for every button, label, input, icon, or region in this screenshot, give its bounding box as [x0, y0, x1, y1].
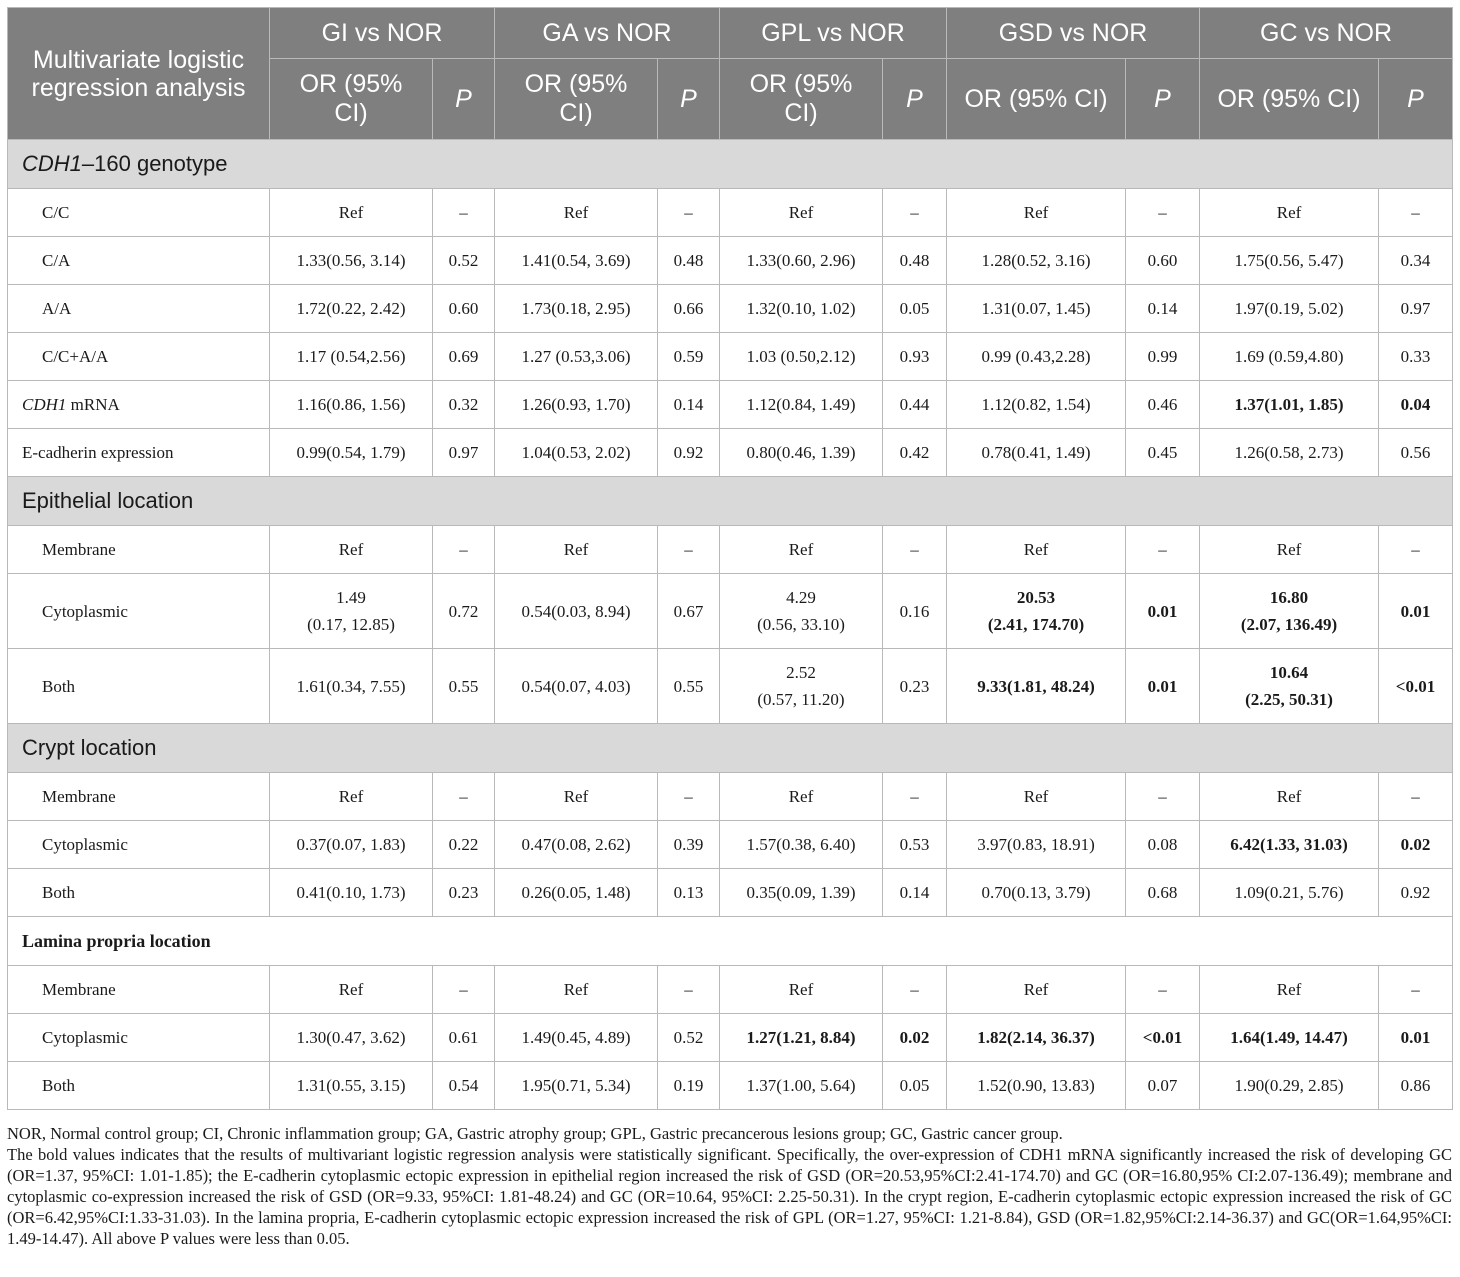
p-value-cell: 0.16: [883, 574, 947, 649]
p-value-cell: –: [1126, 189, 1200, 237]
or-ci-cell: Ref: [947, 966, 1126, 1014]
table-row: [8, 1062, 1453, 1110]
header-or: OR (95% CI): [720, 59, 883, 140]
or-ci-cell: 1.31(0.55, 3.15): [270, 1062, 433, 1110]
p-value-cell: 0.02: [1379, 821, 1453, 869]
p-value-cell: –: [658, 189, 720, 237]
header-group-ga: GA vs NOR: [495, 8, 720, 59]
row-label: A/A: [8, 285, 270, 333]
footnote-significance: The bold values indicates that the results of multivariant logistic regression analysis were statistically significant. Specifically, the over-expression of CDH1 mRNA significantly increased the risk of developing GC (OR=1.37, 95%CI: 1.01-1.85); the E-cadherin cytoplasmic ectopic expression in epithelial region increased the risk of GSD (OR=20.53,95%CI:2.41-174.70) and GC (OR=16.80,95% CI:2.07-136.49); membrane and cytoplasmic co-expression increased the risk of GSD (OR=9.33, 95%CI: 1.81-48.24) and GC (OR=10.64, 95%CI: 2.25-50.31). In the crypt region, E-cadherin cytoplasmic ectopic expression increased the risk of GC (OR=6.42,95%CI:1.33-31.03). In the lamina propria, E-cadherin cytoplasmic ectopic expression increased the risk of GPL (OR=1.27, 95%CI: 1.21-8.84), GSD (OR=1.82,95%CI:2.14-36.37) and GC(OR=1.64,95%CI: 1.49-14.47). All above P values were less than 0.05.: [7, 1145, 1452, 1248]
or-ci-cell: 0.99(0.54, 1.79): [270, 429, 433, 477]
row-label: CDH1 mRNA: [8, 381, 270, 429]
or-ci-cell: 1.64(1.49, 14.47): [1200, 1014, 1379, 1062]
or-ci-cell: 0.78(0.41, 1.49): [947, 429, 1126, 477]
row-label: C/C+A/A: [8, 333, 270, 381]
table-row: [8, 429, 1453, 477]
row-label: Membrane: [8, 773, 270, 821]
or-ci-cell: Ref: [1200, 189, 1379, 237]
or-ci-cell: 1.26(0.58, 2.73): [1200, 429, 1379, 477]
p-value-cell: 0.46: [1126, 381, 1200, 429]
p-value-cell: 0.39: [658, 821, 720, 869]
or-ci-cell: 0.54(0.03, 8.94): [495, 574, 658, 649]
row-label: Both: [8, 1062, 270, 1110]
section-title: Crypt location: [8, 724, 1453, 773]
p-value-cell: 0.48: [883, 237, 947, 285]
section-title: CDH1–160 genotype: [8, 140, 1453, 189]
p-value-cell: –: [883, 189, 947, 237]
p-value-cell: 0.69: [433, 333, 495, 381]
p-value-cell: 0.61: [433, 1014, 495, 1062]
p-value-cell: 0.13: [658, 869, 720, 917]
or-ci-cell: 3.97(0.83, 18.91): [947, 821, 1126, 869]
p-value-cell: 0.42: [883, 429, 947, 477]
table-row: [8, 333, 1453, 381]
header-p: P: [1126, 59, 1200, 140]
p-value-cell: 0.14: [1126, 285, 1200, 333]
row-label: Both: [8, 869, 270, 917]
or-ci-cell: 1.37(1.01, 1.85): [1200, 381, 1379, 429]
row-label: E-cadherin expression: [8, 429, 270, 477]
header-corner: Multivariate logistic regression analysis: [8, 8, 270, 140]
p-value-cell: 0.01: [1126, 649, 1200, 724]
table-body: [8, 140, 1453, 1110]
table-row: [8, 966, 1453, 1014]
p-value-cell: –: [433, 773, 495, 821]
section-header-row: [8, 917, 1453, 966]
p-value-cell: –: [1126, 526, 1200, 574]
p-value-cell: –: [658, 773, 720, 821]
or-ci-cell: 20.53 (2.41, 174.70): [947, 574, 1126, 649]
header-group-gi: GI vs NOR: [270, 8, 495, 59]
or-ci-cell: Ref: [495, 189, 658, 237]
row-label: Cytoplasmic: [8, 574, 270, 649]
results-table-container: [7, 7, 1452, 1110]
or-ci-cell: 1.73(0.18, 2.95): [495, 285, 658, 333]
or-ci-cell: Ref: [495, 526, 658, 574]
or-ci-cell: Ref: [947, 189, 1126, 237]
table-row: [8, 869, 1453, 917]
or-ci-cell: 1.72(0.22, 2.42): [270, 285, 433, 333]
table-row: [8, 574, 1453, 649]
table-row: [8, 237, 1453, 285]
row-label: Membrane: [8, 966, 270, 1014]
footnote-abbreviations: NOR, Normal control group; CI, Chronic inflammation group; GA, Gastric atrophy group; GPL, Gastric precancerous lesions group; GC, Gastric cancer group.: [7, 1124, 1063, 1143]
p-value-cell: <0.01: [1126, 1014, 1200, 1062]
p-value-cell: –: [1379, 773, 1453, 821]
or-ci-cell: Ref: [720, 189, 883, 237]
section-title: Epithelial location: [8, 477, 1453, 526]
p-value-cell: 0.93: [883, 333, 947, 381]
or-ci-cell: Ref: [270, 966, 433, 1014]
p-value-cell: 0.97: [433, 429, 495, 477]
or-ci-cell: 1.82(2.14, 36.37): [947, 1014, 1126, 1062]
p-value-cell: 0.97: [1379, 285, 1453, 333]
p-value-cell: 0.05: [883, 1062, 947, 1110]
p-value-cell: 0.67: [658, 574, 720, 649]
or-ci-cell: 1.52(0.90, 13.83): [947, 1062, 1126, 1110]
header-p: P: [658, 59, 720, 140]
p-value-cell: 0.04: [1379, 381, 1453, 429]
section-header-row: [8, 140, 1453, 189]
or-ci-cell: 1.61(0.34, 7.55): [270, 649, 433, 724]
or-ci-cell: Ref: [495, 773, 658, 821]
or-ci-cell: 1.27(1.21, 8.84): [720, 1014, 883, 1062]
section-header-row: [8, 477, 1453, 526]
table-footnote: [7, 1123, 1452, 1249]
p-value-cell: 0.19: [658, 1062, 720, 1110]
section-title: Lamina propria location: [8, 917, 1453, 966]
or-ci-cell: 1.33(0.56, 3.14): [270, 237, 433, 285]
p-value-cell: 0.33: [1379, 333, 1453, 381]
header-p: P: [883, 59, 947, 140]
header-group-gc: GC vs NOR: [1200, 8, 1453, 59]
p-value-cell: –: [658, 966, 720, 1014]
p-value-cell: 0.44: [883, 381, 947, 429]
p-value-cell: –: [433, 526, 495, 574]
p-value-cell: 0.54: [433, 1062, 495, 1110]
table-row: [8, 773, 1453, 821]
row-label: Membrane: [8, 526, 270, 574]
p-value-cell: –: [1126, 966, 1200, 1014]
p-value-cell: 0.86: [1379, 1062, 1453, 1110]
or-ci-cell: 1.31(0.07, 1.45): [947, 285, 1126, 333]
or-ci-cell: 1.37(1.00, 5.64): [720, 1062, 883, 1110]
or-ci-cell: 0.54(0.07, 4.03): [495, 649, 658, 724]
or-ci-cell: 1.16(0.86, 1.56): [270, 381, 433, 429]
or-ci-cell: 1.75(0.56, 5.47): [1200, 237, 1379, 285]
section-header-row: [8, 724, 1453, 773]
p-value-cell: 0.34: [1379, 237, 1453, 285]
or-ci-cell: 0.47(0.08, 2.62): [495, 821, 658, 869]
or-ci-cell: 1.57(0.38, 6.40): [720, 821, 883, 869]
header-p: P: [433, 59, 495, 140]
or-ci-cell: 1.49(0.45, 4.89): [495, 1014, 658, 1062]
p-value-cell: 0.08: [1126, 821, 1200, 869]
or-ci-cell: 0.37(0.07, 1.83): [270, 821, 433, 869]
or-ci-cell: 1.90(0.29, 2.85): [1200, 1062, 1379, 1110]
or-ci-cell: 1.49 (0.17, 12.85): [270, 574, 433, 649]
or-ci-cell: 1.30(0.47, 3.62): [270, 1014, 433, 1062]
or-ci-cell: 16.80 (2.07, 136.49): [1200, 574, 1379, 649]
p-value-cell: –: [433, 189, 495, 237]
p-value-cell: 0.14: [883, 869, 947, 917]
p-value-cell: <0.01: [1379, 649, 1453, 724]
or-ci-cell: 1.17 (0.54,2.56): [270, 333, 433, 381]
or-ci-cell: 1.04(0.53, 2.02): [495, 429, 658, 477]
table-row: [8, 821, 1453, 869]
or-ci-cell: 0.35(0.09, 1.39): [720, 869, 883, 917]
row-label: Cytoplasmic: [8, 1014, 270, 1062]
p-value-cell: –: [883, 773, 947, 821]
p-value-cell: 0.01: [1379, 1014, 1453, 1062]
p-value-cell: 0.52: [433, 237, 495, 285]
header-group-gpl: GPL vs NOR: [720, 8, 947, 59]
or-ci-cell: Ref: [720, 526, 883, 574]
p-value-cell: 0.02: [883, 1014, 947, 1062]
p-value-cell: 0.92: [1379, 869, 1453, 917]
or-ci-cell: 0.99 (0.43,2.28): [947, 333, 1126, 381]
row-label: C/C: [8, 189, 270, 237]
p-value-cell: 0.56: [1379, 429, 1453, 477]
or-ci-cell: Ref: [947, 526, 1126, 574]
or-ci-cell: 0.41(0.10, 1.73): [270, 869, 433, 917]
p-value-cell: –: [883, 526, 947, 574]
p-value-cell: –: [883, 966, 947, 1014]
p-value-cell: 0.68: [1126, 869, 1200, 917]
header-p: P: [1379, 59, 1453, 140]
header-or: OR (95% CI): [495, 59, 658, 140]
or-ci-cell: 10.64 (2.25, 50.31): [1200, 649, 1379, 724]
table-row: [8, 526, 1453, 574]
or-ci-cell: 1.95(0.71, 5.34): [495, 1062, 658, 1110]
p-value-cell: –: [433, 966, 495, 1014]
p-value-cell: 0.22: [433, 821, 495, 869]
or-ci-cell: Ref: [495, 966, 658, 1014]
or-ci-cell: 1.27 (0.53,3.06): [495, 333, 658, 381]
or-ci-cell: Ref: [1200, 526, 1379, 574]
p-value-cell: 0.55: [658, 649, 720, 724]
header-or: OR (95% CI): [270, 59, 433, 140]
p-value-cell: 0.07: [1126, 1062, 1200, 1110]
table-row: [8, 285, 1453, 333]
or-ci-cell: 6.42(1.33, 31.03): [1200, 821, 1379, 869]
or-ci-cell: 0.70(0.13, 3.79): [947, 869, 1126, 917]
p-value-cell: 0.66: [658, 285, 720, 333]
p-value-cell: 0.45: [1126, 429, 1200, 477]
table-row: [8, 1014, 1453, 1062]
p-value-cell: 0.59: [658, 333, 720, 381]
or-ci-cell: 1.69 (0.59,4.80): [1200, 333, 1379, 381]
or-ci-cell: 9.33(1.81, 48.24): [947, 649, 1126, 724]
p-value-cell: 0.55: [433, 649, 495, 724]
header-or: OR (95% CI): [947, 59, 1126, 140]
p-value-cell: 0.72: [433, 574, 495, 649]
p-value-cell: –: [658, 526, 720, 574]
p-value-cell: 0.32: [433, 381, 495, 429]
or-ci-cell: Ref: [1200, 773, 1379, 821]
p-value-cell: 0.48: [658, 237, 720, 285]
or-ci-cell: Ref: [947, 773, 1126, 821]
p-value-cell: 0.14: [658, 381, 720, 429]
p-value-cell: –: [1379, 189, 1453, 237]
or-ci-cell: 0.80(0.46, 1.39): [720, 429, 883, 477]
p-value-cell: 0.23: [883, 649, 947, 724]
p-value-cell: 0.99: [1126, 333, 1200, 381]
header-group-gsd: GSD vs NOR: [947, 8, 1200, 59]
or-ci-cell: 1.09(0.21, 5.76): [1200, 869, 1379, 917]
p-value-cell: –: [1379, 966, 1453, 1014]
or-ci-cell: 1.12(0.82, 1.54): [947, 381, 1126, 429]
table-row: [8, 381, 1453, 429]
p-value-cell: 0.60: [1126, 237, 1200, 285]
or-ci-cell: Ref: [270, 773, 433, 821]
table-row: [8, 649, 1453, 724]
p-value-cell: 0.53: [883, 821, 947, 869]
or-ci-cell: 4.29 (0.56, 33.10): [720, 574, 883, 649]
or-ci-cell: 1.03 (0.50,2.12): [720, 333, 883, 381]
or-ci-cell: 1.26(0.93, 1.70): [495, 381, 658, 429]
table-row: [8, 189, 1453, 237]
p-value-cell: 0.60: [433, 285, 495, 333]
p-value-cell: 0.01: [1126, 574, 1200, 649]
or-ci-cell: 1.41(0.54, 3.69): [495, 237, 658, 285]
p-value-cell: 0.92: [658, 429, 720, 477]
or-ci-cell: Ref: [720, 966, 883, 1014]
or-ci-cell: 1.97(0.19, 5.02): [1200, 285, 1379, 333]
regression-table: [7, 7, 1453, 1110]
header-or: OR (95% CI): [1200, 59, 1379, 140]
or-ci-cell: Ref: [1200, 966, 1379, 1014]
or-ci-cell: 1.12(0.84, 1.49): [720, 381, 883, 429]
p-value-cell: –: [1126, 773, 1200, 821]
p-value-cell: 0.23: [433, 869, 495, 917]
p-value-cell: 0.01: [1379, 574, 1453, 649]
row-label: Both: [8, 649, 270, 724]
row-label: C/A: [8, 237, 270, 285]
or-ci-cell: 0.26(0.05, 1.48): [495, 869, 658, 917]
or-ci-cell: 1.28(0.52, 3.16): [947, 237, 1126, 285]
or-ci-cell: 1.33(0.60, 2.96): [720, 237, 883, 285]
or-ci-cell: Ref: [720, 773, 883, 821]
or-ci-cell: 2.52 (0.57, 11.20): [720, 649, 883, 724]
or-ci-cell: Ref: [270, 189, 433, 237]
or-ci-cell: 1.32(0.10, 1.02): [720, 285, 883, 333]
p-value-cell: 0.05: [883, 285, 947, 333]
row-label: Cytoplasmic: [8, 821, 270, 869]
or-ci-cell: Ref: [270, 526, 433, 574]
p-value-cell: 0.52: [658, 1014, 720, 1062]
p-value-cell: –: [1379, 526, 1453, 574]
